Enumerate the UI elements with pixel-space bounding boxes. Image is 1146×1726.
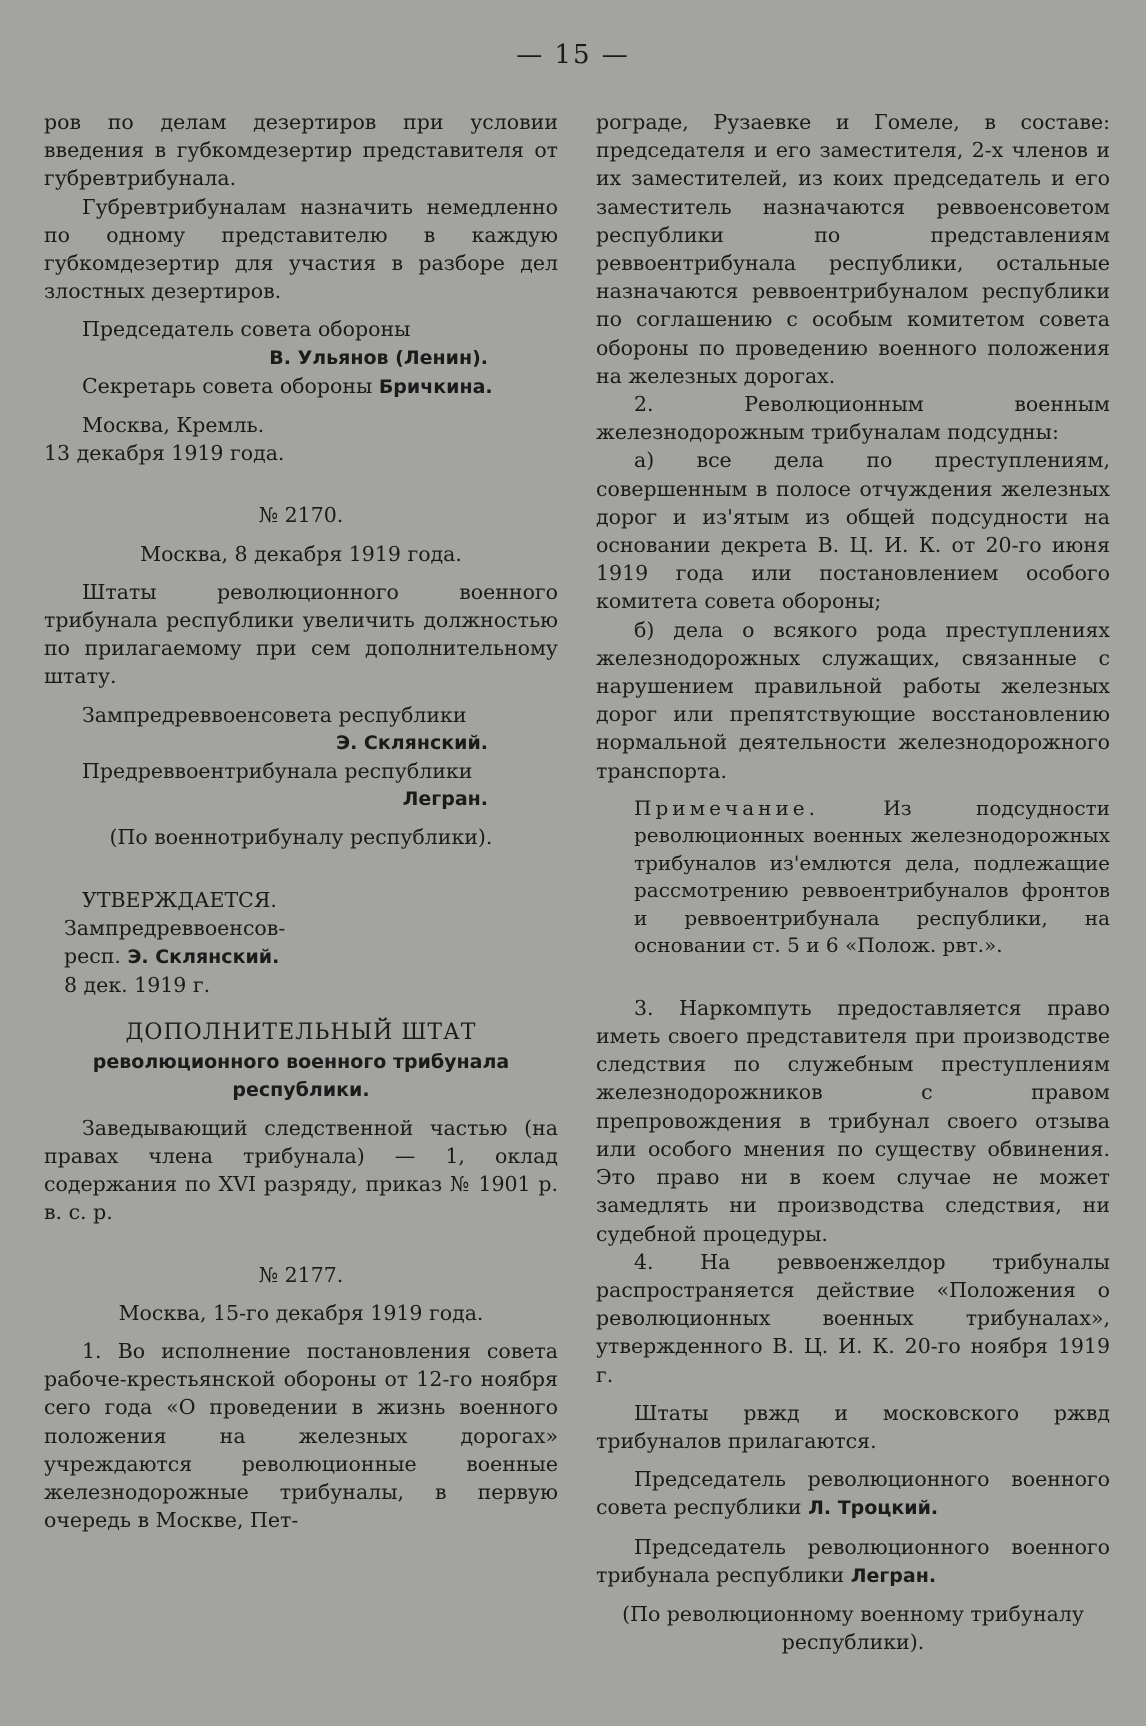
signature-title: Председатель революционного военного совета республики	[596, 1467, 1110, 1520]
paragraph: рограде, Рузаевке и Гомеле, в составе: председателя и его заместителя, 2-х членов и их заместителей, из коих председатель и его заместитель назначаются реввоенсоветом республики по представлениям реввоентрибунала республики, остальные назначаются реввоентрибуналом республики по соглашению с особым комитетом совета обороны по проведению военного положения на железных дорогах.	[596, 110, 1110, 388]
signature-title: Председатель совета обороны	[82, 317, 411, 342]
signature-title: Зампредреввоенсовета республики	[82, 702, 467, 727]
signature-name: Бричкина.	[378, 375, 493, 398]
signature-name: В. Ульянов (Ленин).	[269, 346, 488, 369]
signature-name: Легран.	[402, 788, 488, 811]
paragraph: 2. Революционным военным железнодорожным трибуналам подсудны:	[596, 392, 1110, 445]
dateline: Москва, 8 декабря 1919 года.	[140, 541, 462, 566]
dateline: Москва, 15-го декабря 1919 года.	[118, 1300, 484, 1325]
paragraph: Штаты рвжд и московского ржвд трибуналов прилагаются.	[596, 1400, 1110, 1453]
decree-number: № 2170.	[258, 503, 344, 528]
approval-text: респ.	[64, 944, 121, 969]
paragraph: Заведывающий следственной частью (на правах члена трибунала) — 1, оклад содержания по XVI разряду, приказ № 1901 р. в. с. р.	[44, 1115, 558, 1225]
right-column	[596, 108, 1110, 1656]
source-note: (По военнотрибуналу республики).	[109, 825, 493, 850]
page-number: — 15 —	[516, 40, 630, 70]
signature-title: Предреввоентрибунала республики	[82, 759, 473, 784]
signature-line	[596, 1533, 1110, 1590]
approval-line: Зампредреввоенсов-	[64, 915, 286, 940]
date: 13 декабря 1919 года.	[44, 441, 285, 466]
note	[596, 795, 1110, 960]
signature-name: Э. Склянский.	[127, 946, 280, 969]
signature-line	[596, 1465, 1110, 1522]
approval-heading: УТВЕРЖДАЕТСЯ.	[82, 887, 277, 912]
signature-name: Л. Троцкий.	[808, 1497, 939, 1520]
staff-subtitle: революционного военного трибунала республики.	[92, 1050, 510, 1101]
signature-title: Председатель революционного военного трибунала республики	[596, 1534, 1110, 1587]
signature-title: Секретарь совета обороны	[82, 373, 373, 398]
approval-line	[44, 942, 558, 971]
paragraph: ров по делам дезертиров при условии введения в губкомдезертир представителя от губревтрибунала.	[44, 110, 558, 191]
signature-name: Легран.	[850, 1564, 937, 1587]
paragraph: 1. Во исполнение постановления совета рабоче-крестьянской обороны от 12-го ноября сего года «О проведении в жизнь военного положения на железных дорогах» учреждаются революционные военные железнодорожные трибуналы, в первую очередь в Москве, Пет-	[44, 1338, 558, 1533]
note-label: Примечание.	[634, 795, 819, 820]
paragraph: б) дела о всякого рода преступлениях железнодорожных служащих, связанные с нарушением правильной работы железных дорог или препятствующие восстановлению нормальной деятельности железнодорожного транспорта.	[596, 617, 1110, 783]
paragraph: 3. Наркомпуть предоставляется право иметь своего представителя при производстве следствия по служебным преступлениям железнодорожников с правом препровождения в трибунал своего отзыва или особого мнения по существу обвинения. Это право ни в коем случае не может замедлять ни производства следствия, ни судебной процедуры.	[596, 995, 1110, 1246]
paragraph: Губревтрибуналам назначить немедленно по одному представителю в каждую губкомдезертир для участия в разборе дел злостных дезертиров.	[44, 194, 558, 304]
decree-number: № 2177.	[258, 1262, 344, 1287]
left-column	[44, 108, 558, 1534]
paragraph: 4. На реввоенжелдор трибуналы распространяется действие «Положения о революционных военных трибуналах», утвержденного В. Ц. И. К. 20-го ноября 1919 г.	[596, 1249, 1110, 1387]
paragraph: а) все дела по преступлениям, совершенным в полосе отчуждения железных дорог и из'ятым из общей подсудности на основании декрета В. Ц. И. К. от 20-го июня 1919 года или постановлением особого комитета совета обороны;	[596, 448, 1110, 614]
paragraph: Штаты революционного военного трибунала республики увеличить должностью по прилагаемому при сем дополнительному штату.	[44, 579, 558, 689]
signature-name: Э. Склянский.	[336, 731, 488, 754]
note-text: Из подсудности революционных военных железнодорожных трибуналов из'емлются дела, подлежащие рассмотрению реввоентрибуналов фронтов и реввоентрибунала республики, на основании ст. 5 и 6 «Полож. рвт.».	[634, 795, 1110, 958]
staff-title: ДОПОЛНИТЕЛЬНЫЙ ШТАТ	[125, 1020, 477, 1046]
source-note: (По революционному военному трибуналу республики).	[622, 1601, 1084, 1655]
approval-date: 8 дек. 1919 г.	[64, 973, 211, 998]
signature-line	[44, 372, 558, 401]
place: Москва, Кремль.	[82, 413, 265, 438]
